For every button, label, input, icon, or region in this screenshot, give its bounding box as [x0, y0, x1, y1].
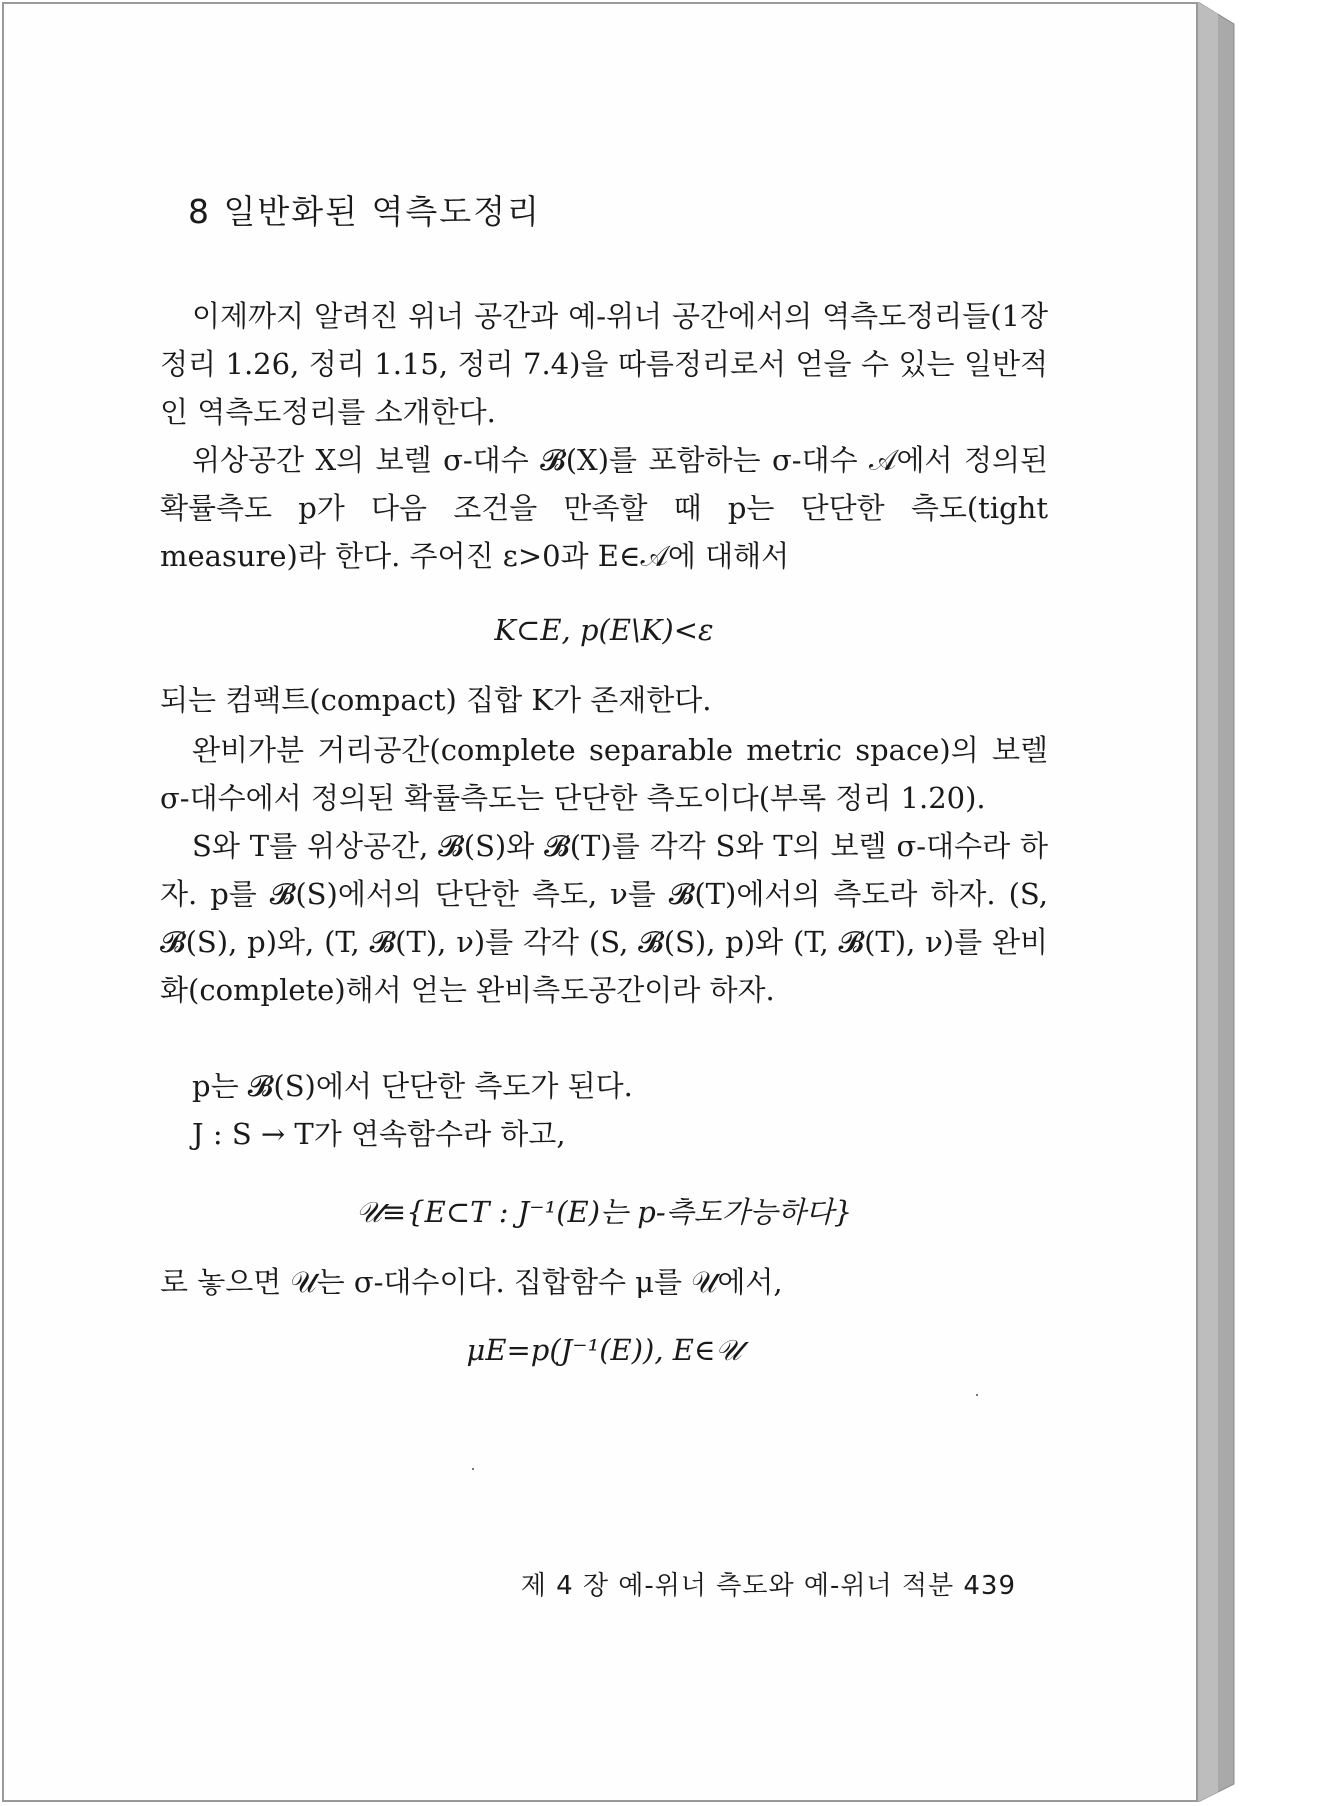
equation-compact-condition: K⊂E, p(E\K)<ε	[494, 613, 714, 647]
paragraph-intro: 이제까지 알려진 위너 공간과 예-위너 공간에서의 역측도정리들(1장 정리 1.26, 정리 1.15, 정리 7.4)을 따름정리로서 얻을 수 있는 일반적인 역측도정리를 소개한다.	[160, 299, 1048, 429]
running-head-page-number: 제 4 장 예-위너 측도와 예-위너 적분 439	[520, 1571, 1016, 1601]
paragraph-complete-separable: 완비가분 거리공간(complete separable metric space)의 보렐 σ-대수에서 정의된 확률측도는 단단한 측도이다(부록 정리 1.20).	[160, 733, 1048, 815]
section-title: 8 일반화된 역측도정리	[188, 192, 541, 231]
equation-sigma-algebra-U: 𝒰≡{E⊂T : J⁻¹(E)는 p-측도가능하다}	[355, 1195, 853, 1229]
paragraph-completion-tight: p는 𝓑(S)에서 단단한 측도가 된다.	[192, 1069, 633, 1103]
paragraph-compact-set: 되는 컴팩트(compact) 집합 K가 존재한다.	[160, 683, 712, 717]
scan-speck	[472, 1468, 474, 1470]
equation-image-measure: μE=p(J⁻¹(E)), E∈𝒰	[466, 1333, 742, 1367]
page-edge-shadow	[1198, 2, 1236, 1802]
paragraph-continuous-map: J : S → T가 연속함수라 하고,	[192, 1117, 566, 1151]
scan-speck	[976, 1394, 978, 1396]
paragraph-set-function: 로 놓으면 𝒰는 σ-대수이다. 집합함수 μ를 𝒰에서,	[160, 1265, 783, 1299]
paragraph-borel-setup: S와 T를 위상공간, 𝓑(S)와 𝓑(T)를 각각 S와 T의 보렐 σ-대수라 하자. p를 𝓑(S)에서의 단단한 측도, ν를 𝓑(T)에서의 측도라 하자. (S, 𝓑(S), p)와, (T, 𝓑(T), ν)를 각각 (S, 𝓑(S), p)와 (T, 𝓑(T), ν)를 완비화(complete)해서 얻는 완비측도공간이라 하자.	[160, 829, 1048, 1007]
paragraph-tight-measure-definition: 위상공간 X의 보렐 σ-대수 𝓑(X)를 포함하는 σ-대수 𝒜에서 정의된 확률측도 p가 다음 조건을 만족할 때 p는 단단한 측도(tight measure)라 한다. 주어진 ε>0과 E∈𝒜에 대해서	[160, 443, 1048, 573]
